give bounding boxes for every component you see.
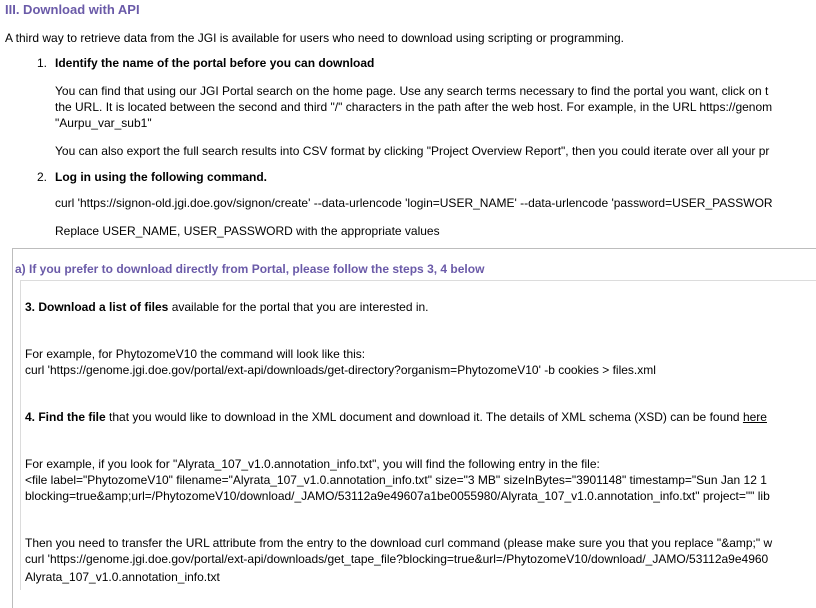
section-heading: III. Download with API xyxy=(5,2,140,17)
transfer-filename: Alyrata_107_v1.0.annotation_info.txt xyxy=(25,570,220,584)
intro-text: A third way to retrieve data from the JGI is available for users who need to download using scripting or programming. xyxy=(5,31,624,45)
login-command: curl 'https://signon-old.jgi.doe.gov/signon/create' --data-urlencode 'login=USER_NAME' --data-urlencode 'password=USER_PASSWOR xyxy=(55,196,773,210)
step-4-text: that you would like to download in the XML document and download it. The details of XML schema (XSD) can be found xyxy=(105,410,743,424)
step-4-line xyxy=(25,410,767,424)
step-3-text: available for the portal that you are interested in. xyxy=(168,300,429,314)
example-phytozome-line-1: For example, for PhytozomeV10 the command will look like this: xyxy=(25,347,366,361)
login-note: Replace USER_NAME, USER_PASSWORD with the appropriate values xyxy=(55,224,440,238)
example-file-line-1: For example, if you look for "Alyrata_107_v1.0.annotation_info.txt", you will find the following entry in the file: xyxy=(25,457,600,471)
step-1-paragraph-line-3: "Aurpu_var_sub1" xyxy=(55,116,152,130)
xsd-here-link[interactable]: here xyxy=(742,410,767,424)
step-1-number: 1. xyxy=(37,56,48,70)
step-4-title: 4. Find the file xyxy=(25,410,106,424)
transfer-line-1: Then you need to transfer the URL attribute from the entry to the download curl command (please make sure you that you replace "&amp;" w xyxy=(25,536,773,550)
example-phytozome-command: curl 'https://genome.jgi.doe.gov/portal/ext-api/downloads/get-directory?organism=PhytozomeV10' -b cookies > files.xml xyxy=(25,363,656,377)
step-1-paragraph-line-1: You can find that using our JGI Portal search on the home page. Use any search terms necessary to find the portal you want, click on t xyxy=(55,84,769,98)
transfer-command: curl 'https://genome.jgi.doe.gov/portal/ext-api/downloads/get_tape_file?blocking=true&url=/PhytozomeV10/download/_JAMO/53112a9e4960 xyxy=(25,552,769,566)
step-1-export-paragraph: You can also export the full search results into CSV format by clicking "Project Overview Report", then you could iterate over all your pr xyxy=(55,144,770,158)
portal-download-heading: a) If you prefer to download directly from Portal, please follow the steps 3, 4 below xyxy=(15,262,485,276)
step-3-line xyxy=(25,300,429,314)
step-1-paragraph-line-2: the URL. It is located between the second and third "/" characters in the path after the web host. For example, in the URL https://genom xyxy=(55,100,773,114)
step-3-title: 3. Download a list of files xyxy=(25,300,169,314)
step-1-title: Identify the name of the portal before you can download xyxy=(55,56,375,70)
step-2-number: 2. xyxy=(37,170,48,184)
example-file-line-3: blocking=true&amp;url=/PhytozomeV10/download/_JAMO/53112a9e49607a1be0055980/Alyrata_107_v1.0.annotation_info.txt" project="" lib xyxy=(25,489,770,503)
step-2-title: Log in using the following command. xyxy=(55,170,267,184)
example-file-line-2: <file label="PhytozomeV10" filename="Alyrata_107_v1.0.annotation_info.txt" size="3 MB" sizeInBytes="3901148" timestamp="Sun Jan 12 1 xyxy=(25,473,767,487)
